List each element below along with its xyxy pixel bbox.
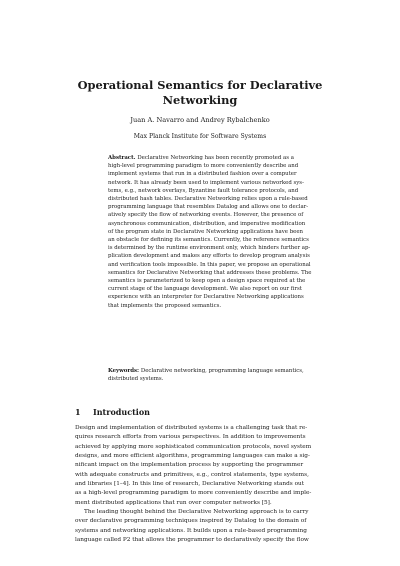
body-line: achieved by applying more sophisticated communication protocols, novel system: [75, 443, 312, 450]
affiliation: Max Planck Institute for Software Systems: [133, 133, 267, 140]
abstract-line: [108, 154, 336, 162]
abstract-line: and verification tools impossible. In this paper, we propose an operational: [108, 261, 311, 268]
abstract-line: implement systems that run in a distributed fashion over a computer: [108, 171, 297, 178]
abstract-line: an obstacle for defining its semantics. Currently, the reference semantics: [108, 237, 309, 244]
body-line: nificant impact on the implementation process by supporting the programmer: [75, 462, 304, 469]
body-line: with adequate constructs and primitives, e.g., control statements, type systems,: [75, 471, 309, 478]
body-line: designs, and more efficient algorithms, programming languages can make a sig-: [75, 453, 310, 460]
keywords-line: [108, 367, 336, 375]
abstract-label: Abstract.: [108, 155, 138, 161]
abstract: [108, 154, 336, 310]
section-number: 1: [75, 407, 81, 417]
body-line: over declarative programming techniques inspired by Datalog to the domain of: [75, 518, 307, 525]
abstract-text: Declarative Networking has been recently promoted as a: [137, 155, 294, 161]
abstract-line: high-level programming paradigm to more conveniently describe and: [108, 163, 299, 170]
body-line: as a high-level programming paradigm to more conveniently describe and imple-: [75, 490, 312, 497]
abstract-line: atively specify the flow of networking events. However, the presence of: [108, 212, 304, 219]
abstract-line: is determined by the runtime environment only, which hinders further ap-: [108, 245, 311, 252]
abstract-line: plication development and makes any efforts to develop program analysis: [108, 253, 310, 260]
body-line: and libraries [1–4]. In this line of research, Declarative Networking stands out: [75, 481, 305, 488]
keywords-label: Keywords:: [108, 368, 141, 374]
abstract-line: of the program state in Declarative Networking applications have been: [108, 228, 304, 235]
keywords: [108, 367, 336, 383]
title-line: Operational Semantics for Declarative: [77, 78, 323, 92]
abstract-line: asynchronous communication, distribution, and imperative modification: [108, 220, 306, 227]
abstract-line: semantics for Declarative Networking that addresses these problems. The: [108, 269, 312, 276]
body-line: systems and networking applications. It builds upon a rule-based programming: [75, 527, 307, 534]
body-line: The leading thought behind the Declarative Networking approach is to carry: [84, 509, 309, 516]
authors: Juan A. Navarro and Andrey Rybalchenko: [130, 116, 270, 124]
body-line: language called P2 that allows the programmer to declaratively specify the flow: [75, 537, 309, 544]
abstract-line: that implements the proposed semantics.: [108, 302, 222, 309]
abstract-line: current stage of the language development. We also report on our first: [108, 286, 302, 293]
body-line: quires research efforts from various perspectives. In addition to improvements: [75, 434, 306, 441]
abstract-line: network. It has already been used to implement various networked sys-: [108, 179, 304, 186]
section-title: Introduction: [93, 407, 150, 417]
keywords-line: distributed systems.: [108, 376, 164, 383]
title-line: Networking: [162, 93, 238, 107]
body-line: Design and implementation of distributed systems is a challenging task that re-: [75, 425, 308, 431]
keywords-text: Declarative networking, programming language semantics,: [140, 368, 304, 374]
paper-title: [70, 78, 330, 108]
body-text: [75, 424, 337, 545]
abstract-line: tems, e.g., network overlays, Byzantine fault tolerance protocols, and: [108, 187, 299, 194]
body-line: ment distributed applications that run over computer networks [5].: [75, 499, 272, 506]
section-heading: [75, 407, 150, 417]
abstract-line: experience with an interpreter for Declarative Networking applications: [108, 294, 304, 301]
abstract-line: semantics is parameterized to keep open a design space required at the: [108, 278, 306, 285]
abstract-line: distributed hash tables. Declarative Networking relies upon a rule-based: [108, 196, 308, 203]
abstract-line: programming language that resembles Datalog and allows one to declar-: [108, 204, 309, 211]
